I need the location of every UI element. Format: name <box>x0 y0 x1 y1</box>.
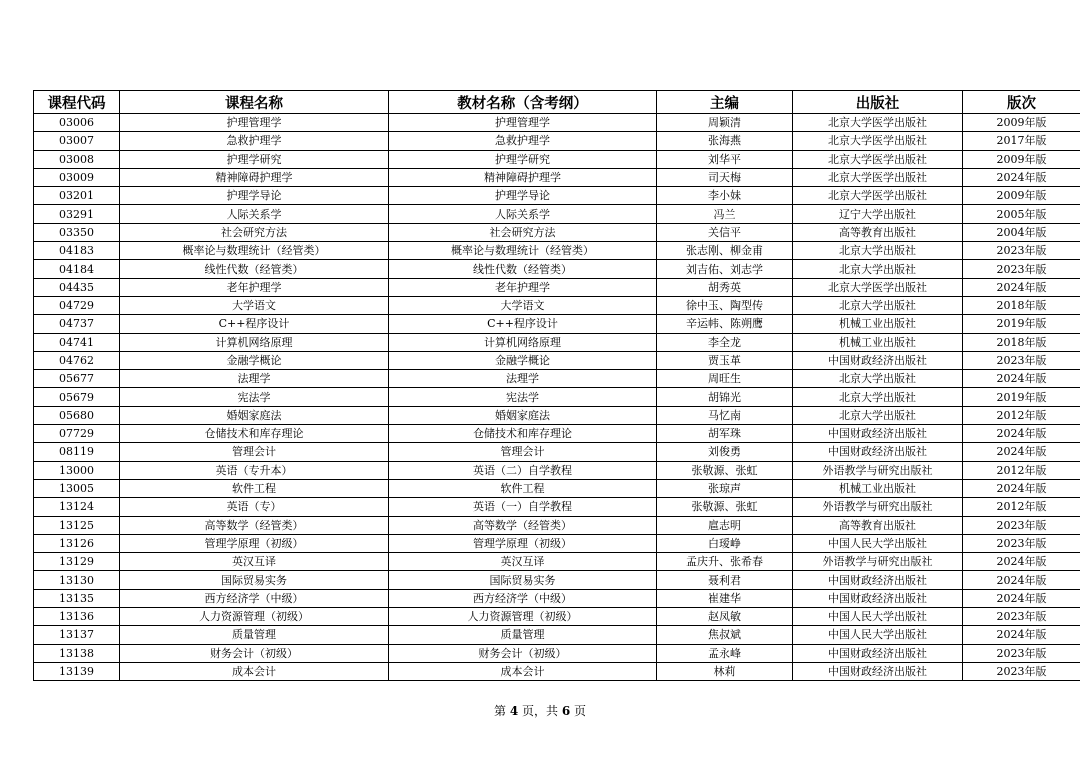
cell-editor: 林莉 <box>657 662 793 680</box>
cell-course-name: 宪法学 <box>120 388 389 406</box>
cell-edition: 2024年版 <box>963 589 1080 607</box>
cell-edition: 2009年版 <box>963 150 1080 168</box>
cell-course-code: 13135 <box>34 589 120 607</box>
cell-course-name: 护理学导论 <box>120 187 389 205</box>
cell-edition: 2024年版 <box>963 626 1080 644</box>
cell-textbook-name: 精神障碍护理学 <box>389 168 657 186</box>
cell-course-name: 成本会计 <box>120 662 389 680</box>
cell-edition: 2024年版 <box>963 571 1080 589</box>
cell-editor: 胡锦光 <box>657 388 793 406</box>
cell-course-code: 05679 <box>34 388 120 406</box>
cell-publisher: 北京大学出版社 <box>793 242 963 260</box>
cell-publisher: 中国财政经济出版社 <box>793 589 963 607</box>
cell-course-name: 法理学 <box>120 370 389 388</box>
cell-textbook-name: 英语（二）自学教程 <box>389 461 657 479</box>
cell-publisher: 北京大学医学出版社 <box>793 187 963 205</box>
table-row <box>34 315 1080 333</box>
table-row <box>34 168 1080 186</box>
cell-textbook-name: 法理学 <box>389 370 657 388</box>
cell-course-name: 仓储技术和库存理论 <box>120 425 389 443</box>
cell-textbook-name: 宪法学 <box>389 388 657 406</box>
cell-textbook-name: 线性代数（经管类） <box>389 260 657 278</box>
cell-course-code: 13125 <box>34 516 120 534</box>
cell-textbook-name: 社会研究方法 <box>389 223 657 241</box>
cell-course-code: 13124 <box>34 498 120 516</box>
cell-publisher: 辽宁大学出版社 <box>793 205 963 223</box>
cell-edition: 2018年版 <box>963 296 1080 314</box>
cell-course-name: 英语（专） <box>120 498 389 516</box>
cell-publisher: 中国财政经济出版社 <box>793 425 963 443</box>
cell-editor: 冯兰 <box>657 205 793 223</box>
cell-editor: 胡秀英 <box>657 278 793 296</box>
cell-editor: 贾玉革 <box>657 351 793 369</box>
cell-edition: 2024年版 <box>963 168 1080 186</box>
cell-course-code: 13129 <box>34 553 120 571</box>
table-row <box>34 425 1080 443</box>
cell-publisher: 中国人民大学出版社 <box>793 626 963 644</box>
header-publisher: 出版社 <box>793 91 963 114</box>
cell-edition: 2024年版 <box>963 553 1080 571</box>
cell-editor: 胡军珠 <box>657 425 793 443</box>
header-course-name: 课程名称 <box>120 91 389 114</box>
table-row <box>34 370 1080 388</box>
cell-textbook-name: 管理会计 <box>389 443 657 461</box>
cell-edition: 2024年版 <box>963 278 1080 296</box>
cell-publisher: 北京大学医学出版社 <box>793 150 963 168</box>
footer-page-number: 4 <box>509 704 519 718</box>
cell-editor: 张敬源、张虹 <box>657 461 793 479</box>
cell-course-name: 财务会计（初级） <box>120 644 389 662</box>
cell-publisher: 外语教学与研究出版社 <box>793 461 963 479</box>
cell-course-name: 急救护理学 <box>120 132 389 150</box>
table-header-row <box>34 91 1080 114</box>
table-row <box>34 351 1080 369</box>
table-row <box>34 553 1080 571</box>
cell-edition: 2023年版 <box>963 644 1080 662</box>
table-row <box>34 333 1080 351</box>
cell-course-name: 管理会计 <box>120 443 389 461</box>
cell-editor: 孟永峰 <box>657 644 793 662</box>
cell-publisher: 中国人民大学出版社 <box>793 608 963 626</box>
cell-textbook-name: 仓储技术和库存理论 <box>389 425 657 443</box>
cell-course-code: 04183 <box>34 242 120 260</box>
cell-publisher: 北京大学医学出版社 <box>793 132 963 150</box>
cell-edition: 2004年版 <box>963 223 1080 241</box>
cell-editor: 李小妹 <box>657 187 793 205</box>
cell-course-code: 04737 <box>34 315 120 333</box>
cell-edition: 2023年版 <box>963 242 1080 260</box>
table-row <box>34 388 1080 406</box>
cell-editor: 聂利君 <box>657 571 793 589</box>
cell-editor: 辛运帏、陈朔鹰 <box>657 315 793 333</box>
cell-course-code: 05680 <box>34 406 120 424</box>
cell-edition: 2024年版 <box>963 443 1080 461</box>
cell-textbook-name: 质量管理 <box>389 626 657 644</box>
cell-edition: 2019年版 <box>963 388 1080 406</box>
cell-edition: 2012年版 <box>963 461 1080 479</box>
cell-textbook-name: 管理学原理（初级） <box>389 534 657 552</box>
cell-course-name: 计算机网络原理 <box>120 333 389 351</box>
cell-edition: 2018年版 <box>963 333 1080 351</box>
cell-editor: 司天梅 <box>657 168 793 186</box>
cell-publisher: 外语教学与研究出版社 <box>793 553 963 571</box>
cell-editor: 周旺生 <box>657 370 793 388</box>
cell-course-code: 08119 <box>34 443 120 461</box>
cell-textbook-name: 软件工程 <box>389 479 657 497</box>
cell-edition: 2005年版 <box>963 205 1080 223</box>
cell-publisher: 中国财政经济出版社 <box>793 662 963 680</box>
cell-publisher: 中国财政经济出版社 <box>793 351 963 369</box>
cell-publisher: 北京大学出版社 <box>793 406 963 424</box>
cell-publisher: 中国财政经济出版社 <box>793 571 963 589</box>
cell-course-code: 03008 <box>34 150 120 168</box>
cell-edition: 2017年版 <box>963 132 1080 150</box>
cell-editor: 孟庆升、张希春 <box>657 553 793 571</box>
cell-editor: 赵凤敏 <box>657 608 793 626</box>
cell-course-name: C++程序设计 <box>120 315 389 333</box>
cell-course-name: 护理管理学 <box>120 114 389 132</box>
cell-course-code: 03009 <box>34 168 120 186</box>
header-course-code: 课程代码 <box>34 91 120 114</box>
cell-course-code: 13138 <box>34 644 120 662</box>
cell-editor: 张琼声 <box>657 479 793 497</box>
cell-publisher: 外语教学与研究出版社 <box>793 498 963 516</box>
cell-course-name: 大学语文 <box>120 296 389 314</box>
cell-course-name: 社会研究方法 <box>120 223 389 241</box>
table-row <box>34 443 1080 461</box>
table-row <box>34 571 1080 589</box>
cell-edition: 2009年版 <box>963 114 1080 132</box>
cell-course-code: 04729 <box>34 296 120 314</box>
cell-textbook-name: 人力资源管理（初级） <box>389 608 657 626</box>
cell-course-code: 13000 <box>34 461 120 479</box>
page-footer <box>0 702 1080 719</box>
table-row <box>34 479 1080 497</box>
cell-textbook-name: 大学语文 <box>389 296 657 314</box>
footer-suffix: 页 <box>570 704 586 718</box>
cell-textbook-name: 成本会计 <box>389 662 657 680</box>
cell-course-code: 04435 <box>34 278 120 296</box>
cell-course-name: 管理学原理（初级） <box>120 534 389 552</box>
cell-editor: 刘华平 <box>657 150 793 168</box>
table-row <box>34 461 1080 479</box>
cell-course-name: 西方经济学（中级） <box>120 589 389 607</box>
table-row <box>34 608 1080 626</box>
cell-textbook-name: 高等数学（经管类） <box>389 516 657 534</box>
cell-publisher: 机械工业出版社 <box>793 333 963 351</box>
cell-course-name: 质量管理 <box>120 626 389 644</box>
cell-publisher: 机械工业出版社 <box>793 315 963 333</box>
cell-course-code: 13137 <box>34 626 120 644</box>
cell-course-name: 英语（专升本） <box>120 461 389 479</box>
table-row <box>34 260 1080 278</box>
cell-publisher: 北京大学出版社 <box>793 370 963 388</box>
table-row <box>34 150 1080 168</box>
cell-course-code: 03201 <box>34 187 120 205</box>
cell-course-code: 03350 <box>34 223 120 241</box>
cell-textbook-name: 金融学概论 <box>389 351 657 369</box>
cell-edition: 2012年版 <box>963 498 1080 516</box>
cell-course-code: 13126 <box>34 534 120 552</box>
table-row <box>34 662 1080 680</box>
cell-editor: 焦叔斌 <box>657 626 793 644</box>
cell-edition: 2023年版 <box>963 534 1080 552</box>
cell-editor: 扈志明 <box>657 516 793 534</box>
header-textbook-name: 教材名称（含考纲） <box>389 91 657 114</box>
cell-course-name: 精神障碍护理学 <box>120 168 389 186</box>
table-row <box>34 132 1080 150</box>
cell-course-code: 04741 <box>34 333 120 351</box>
footer-total-pages: 6 <box>561 704 571 718</box>
cell-publisher: 北京大学医学出版社 <box>793 278 963 296</box>
cell-editor: 张海燕 <box>657 132 793 150</box>
cell-editor: 崔建华 <box>657 589 793 607</box>
cell-edition: 2023年版 <box>963 516 1080 534</box>
cell-textbook-name: 英汉互译 <box>389 553 657 571</box>
cell-textbook-name: 护理学研究 <box>389 150 657 168</box>
table-row <box>34 278 1080 296</box>
cell-course-name: 线性代数（经管类） <box>120 260 389 278</box>
cell-edition: 2023年版 <box>963 662 1080 680</box>
cell-editor: 刘吉佑、刘志学 <box>657 260 793 278</box>
cell-publisher: 北京大学医学出版社 <box>793 114 963 132</box>
cell-course-code: 13139 <box>34 662 120 680</box>
cell-edition: 2023年版 <box>963 351 1080 369</box>
cell-editor: 关信平 <box>657 223 793 241</box>
cell-course-code: 13136 <box>34 608 120 626</box>
table-row <box>34 626 1080 644</box>
table-row <box>34 589 1080 607</box>
cell-editor: 刘俊勇 <box>657 443 793 461</box>
header-editor: 主编 <box>657 91 793 114</box>
cell-course-code: 04184 <box>34 260 120 278</box>
cell-course-code: 05677 <box>34 370 120 388</box>
cell-edition: 2023年版 <box>963 260 1080 278</box>
footer-prefix: 第 <box>493 704 510 718</box>
cell-publisher: 中国财政经济出版社 <box>793 644 963 662</box>
cell-edition: 2012年版 <box>963 406 1080 424</box>
cell-course-code: 04762 <box>34 351 120 369</box>
cell-edition: 2019年版 <box>963 315 1080 333</box>
cell-edition: 2009年版 <box>963 187 1080 205</box>
footer-middle: 页，共 <box>518 704 562 718</box>
cell-course-name: 护理学研究 <box>120 150 389 168</box>
cell-publisher: 北京大学出版社 <box>793 260 963 278</box>
table-row <box>34 498 1080 516</box>
cell-course-name: 软件工程 <box>120 479 389 497</box>
cell-course-name: 高等数学（经管类） <box>120 516 389 534</box>
cell-course-name: 人力资源管理（初级） <box>120 608 389 626</box>
cell-textbook-name: C++程序设计 <box>389 315 657 333</box>
cell-course-code: 13005 <box>34 479 120 497</box>
cell-textbook-name: 人际关系学 <box>389 205 657 223</box>
table-row <box>34 205 1080 223</box>
cell-textbook-name: 财务会计（初级） <box>389 644 657 662</box>
cell-course-code: 13130 <box>34 571 120 589</box>
cell-editor: 张敬源、张虹 <box>657 498 793 516</box>
cell-course-code: 07729 <box>34 425 120 443</box>
table-row <box>34 296 1080 314</box>
cell-publisher: 机械工业出版社 <box>793 479 963 497</box>
cell-textbook-name: 老年护理学 <box>389 278 657 296</box>
cell-textbook-name: 概率论与数理统计（经管类） <box>389 242 657 260</box>
cell-textbook-name: 护理学导论 <box>389 187 657 205</box>
table-row <box>34 534 1080 552</box>
cell-edition: 2024年版 <box>963 370 1080 388</box>
cell-publisher: 高等教育出版社 <box>793 516 963 534</box>
course-textbook-table <box>33 90 1080 681</box>
table-row <box>34 187 1080 205</box>
cell-textbook-name: 国际贸易实务 <box>389 571 657 589</box>
table-row <box>34 644 1080 662</box>
cell-publisher: 高等教育出版社 <box>793 223 963 241</box>
header-edition: 版次 <box>963 91 1080 114</box>
table-row <box>34 406 1080 424</box>
cell-course-name: 概率论与数理统计（经管类） <box>120 242 389 260</box>
cell-publisher: 中国财政经济出版社 <box>793 443 963 461</box>
cell-course-name: 人际关系学 <box>120 205 389 223</box>
cell-editor: 白瑷峥 <box>657 534 793 552</box>
table-row <box>34 242 1080 260</box>
cell-editor: 徐中玉、陶型传 <box>657 296 793 314</box>
cell-editor: 李全龙 <box>657 333 793 351</box>
cell-textbook-name: 婚姻家庭法 <box>389 406 657 424</box>
cell-publisher: 北京大学医学出版社 <box>793 168 963 186</box>
cell-course-name: 金融学概论 <box>120 351 389 369</box>
cell-publisher: 北京大学出版社 <box>793 388 963 406</box>
cell-course-name: 国际贸易实务 <box>120 571 389 589</box>
table-row <box>34 516 1080 534</box>
cell-textbook-name: 计算机网络原理 <box>389 333 657 351</box>
cell-publisher: 中国人民大学出版社 <box>793 534 963 552</box>
table-body <box>34 114 1080 681</box>
cell-course-code: 03007 <box>34 132 120 150</box>
cell-textbook-name: 西方经济学（中级） <box>389 589 657 607</box>
cell-course-name: 婚姻家庭法 <box>120 406 389 424</box>
cell-editor: 周颖清 <box>657 114 793 132</box>
cell-textbook-name: 英语（一）自学教程 <box>389 498 657 516</box>
cell-publisher: 北京大学出版社 <box>793 296 963 314</box>
cell-textbook-name: 护理管理学 <box>389 114 657 132</box>
cell-course-code: 03006 <box>34 114 120 132</box>
cell-editor: 张志刚、柳金甫 <box>657 242 793 260</box>
table-row <box>34 223 1080 241</box>
cell-edition: 2024年版 <box>963 479 1080 497</box>
cell-editor: 马忆南 <box>657 406 793 424</box>
cell-textbook-name: 急救护理学 <box>389 132 657 150</box>
cell-edition: 2024年版 <box>963 425 1080 443</box>
cell-course-code: 03291 <box>34 205 120 223</box>
table-row <box>34 114 1080 132</box>
cell-edition: 2023年版 <box>963 608 1080 626</box>
cell-course-name: 英汉互译 <box>120 553 389 571</box>
cell-course-name: 老年护理学 <box>120 278 389 296</box>
